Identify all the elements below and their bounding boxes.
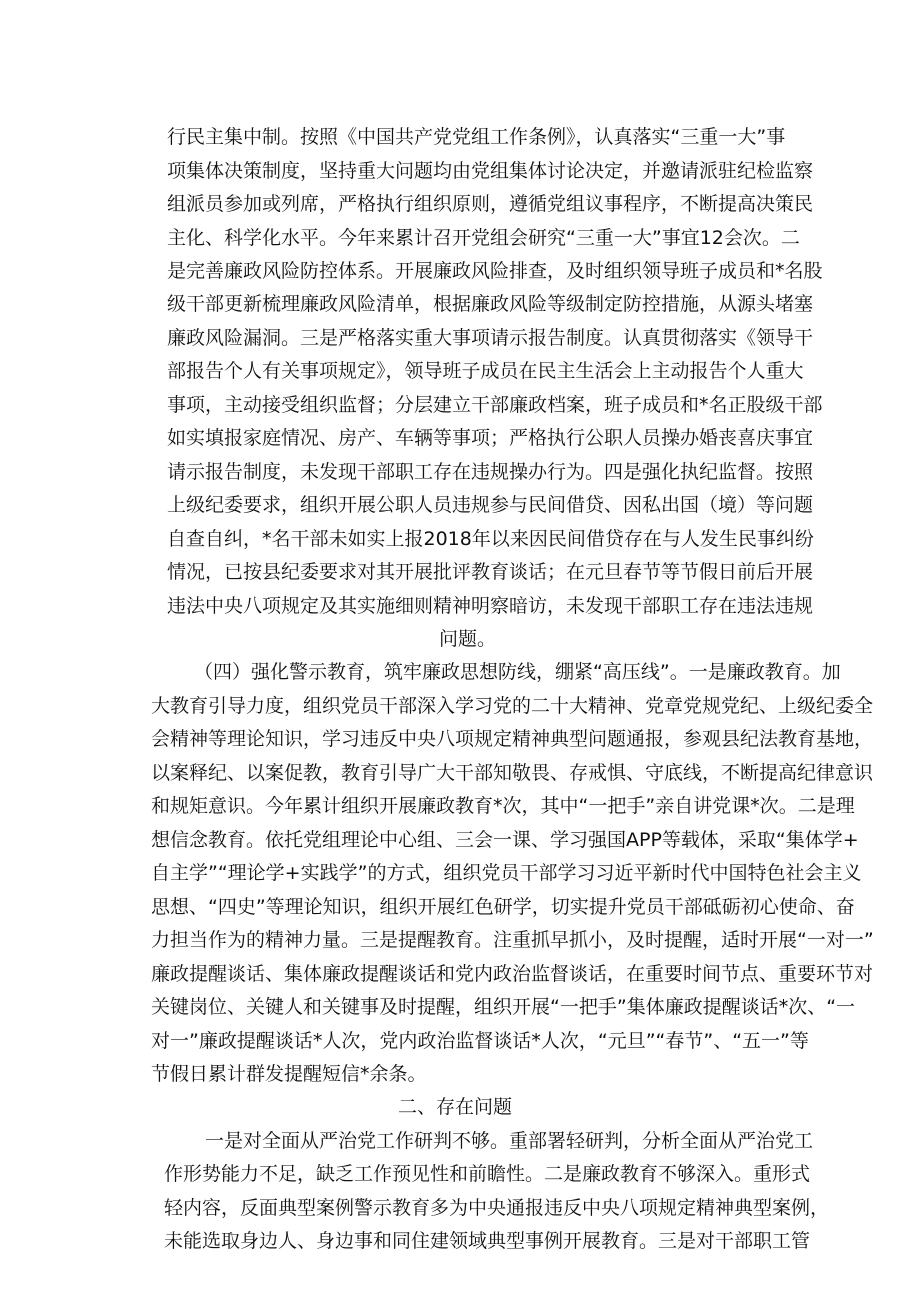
- paragraph-line: 关键岗位、关键人和关键事及时提醒，组织开展“一把手”集体廉政提醒谈话*次、“一: [151, 996, 856, 1018]
- paragraph-line: 轻内容，反面典型案例警示教育多为中央通报违反中央八项规定精神典型案例，: [164, 1197, 830, 1219]
- paragraph-line: 情况，已按县纪委要求对其开展批评教育谈话；在元旦春节等节假日前后开展: [167, 561, 814, 583]
- paragraph-line: 和规矩意识。今年累计组织开展廉政教育*次，其中“一把手”亲自讲党课*次。二是理: [151, 795, 855, 817]
- paragraph-line: 力担当作为的精神力量。三是提醒教育。注重抓早抓小，及时提醒，适时开展“一对一”: [151, 929, 874, 951]
- paragraph-line: 会精神等理论知识，学习违反中央八项规定精神典型问题通报，参观县纪法教育基地，: [151, 728, 874, 750]
- paragraph-line: 以案释纪、以案促教，教育引导广大干部知敬畏、存戒惧、守底线，不断提高纪律意识: [151, 762, 874, 784]
- paragraph-line: 一是对全面从严治党工作研判不够。重部署轻研判，分析全面从严治党工: [205, 1130, 814, 1152]
- paragraph-line: 廉政风险漏洞。三是严格落实重大事项请示报告制度。认真贯彻落实《领导干: [167, 327, 814, 349]
- paragraph-line: 违法中央八项规定及其实施细则精神明察暗访，未发现干部职工存在违法违规: [167, 595, 814, 617]
- paragraph-line: 问题。: [439, 628, 497, 650]
- paragraph-line: 项集体决策制度，坚持重大问题均由党组集体讨论决定，并邀请派驻纪检监察: [167, 160, 814, 182]
- paragraph-line: 作形势能力不足，缺乏工作预见性和前瞻性。二是廉政教育不够深入。重形式: [164, 1163, 811, 1185]
- paragraph-line: 想信念教育。依托党组理论中心组、三会一课、学习强国APP等载体，采取“集体学+: [151, 829, 859, 851]
- paragraph-line: 对一”廉政提醒谈话*人次，党内政治监督谈话*人次，“元旦”“春节”、“五一”等: [151, 1030, 809, 1052]
- paragraph-line: 级干部更新梳理廉政风险清单，根据廉政风险等级制定防控措施，从源头堵塞: [167, 293, 814, 315]
- paragraph-line: 未能选取身边人、身边事和同住建领域典型事例开展教育。三是对干部职工管: [164, 1230, 811, 1252]
- section-heading: 二、存在问题: [398, 1096, 513, 1118]
- paragraph-line: 节假日累计群发提醒短信*余条。: [151, 1063, 427, 1085]
- paragraph-line: 行民主集中制。按照《中国共产党党组工作条例》，认真落实“三重一大”事: [167, 126, 786, 148]
- paragraph-line: 思想、“四史”等理论知识，组织开展红色研学，切实提升党员干部砥砺初心使命、奋: [151, 896, 855, 918]
- paragraph-line: 组派员参加或列席，严格执行组织原则，遵循党组议事程序，不断提高决策民: [167, 193, 814, 215]
- paragraph-line: 部报告个人有关事项规定》，领导班子成员在民主生活会上主动报告个人重大: [167, 360, 804, 382]
- paragraph-line: 大教育引导力度，组织党员干部深入学习党的二十大精神、党章党规党纪、上级纪委全: [151, 695, 874, 717]
- paragraph-line: 主化、科学化水平。今年来累计召开党组会研究“三重一大”事宜12会次。二: [167, 227, 800, 249]
- paragraph-line: 请示报告制度，未发现干部职工存在违规操办行为。四是强化执纪监督。按照: [167, 461, 814, 483]
- paragraph-line: 是完善廉政风险防控体系。开展廉政风险排查，及时组织领导班子成员和*名股: [167, 260, 823, 282]
- paragraph-line: 廉政提醒谈话、集体廉政提醒谈话和党内政治监督谈话，在重要时间节点、重要环节对: [151, 963, 874, 985]
- paragraph-line: 如实填报家庭情况、房产、车辆等事项；严格执行公职人员操办婚丧喜庆事宜: [167, 427, 814, 449]
- paragraph-line: 上级纪委要求，组织开展公职人员违规参与民间借贷、因私出国（境）等问题: [167, 494, 814, 516]
- paragraph-line: 自查自纠，*名干部未如实上报2018年以来因民间借贷存在与人发生民事纠纷: [167, 528, 814, 550]
- paragraph-line: 自主学”“理论学+实践学”的方式，组织党员干部学习习近平新时代中国特色社会主义: [151, 862, 862, 884]
- section-four-first-line: （四）强化警示教育，筑牢廉政思想防线，绷紧“高压线”。一是廉政教育。加: [194, 661, 841, 683]
- paragraph-line: 事项，主动接受组织监督；分层建立干部廉政档案，班子成员和*名正股级干部: [167, 394, 823, 416]
